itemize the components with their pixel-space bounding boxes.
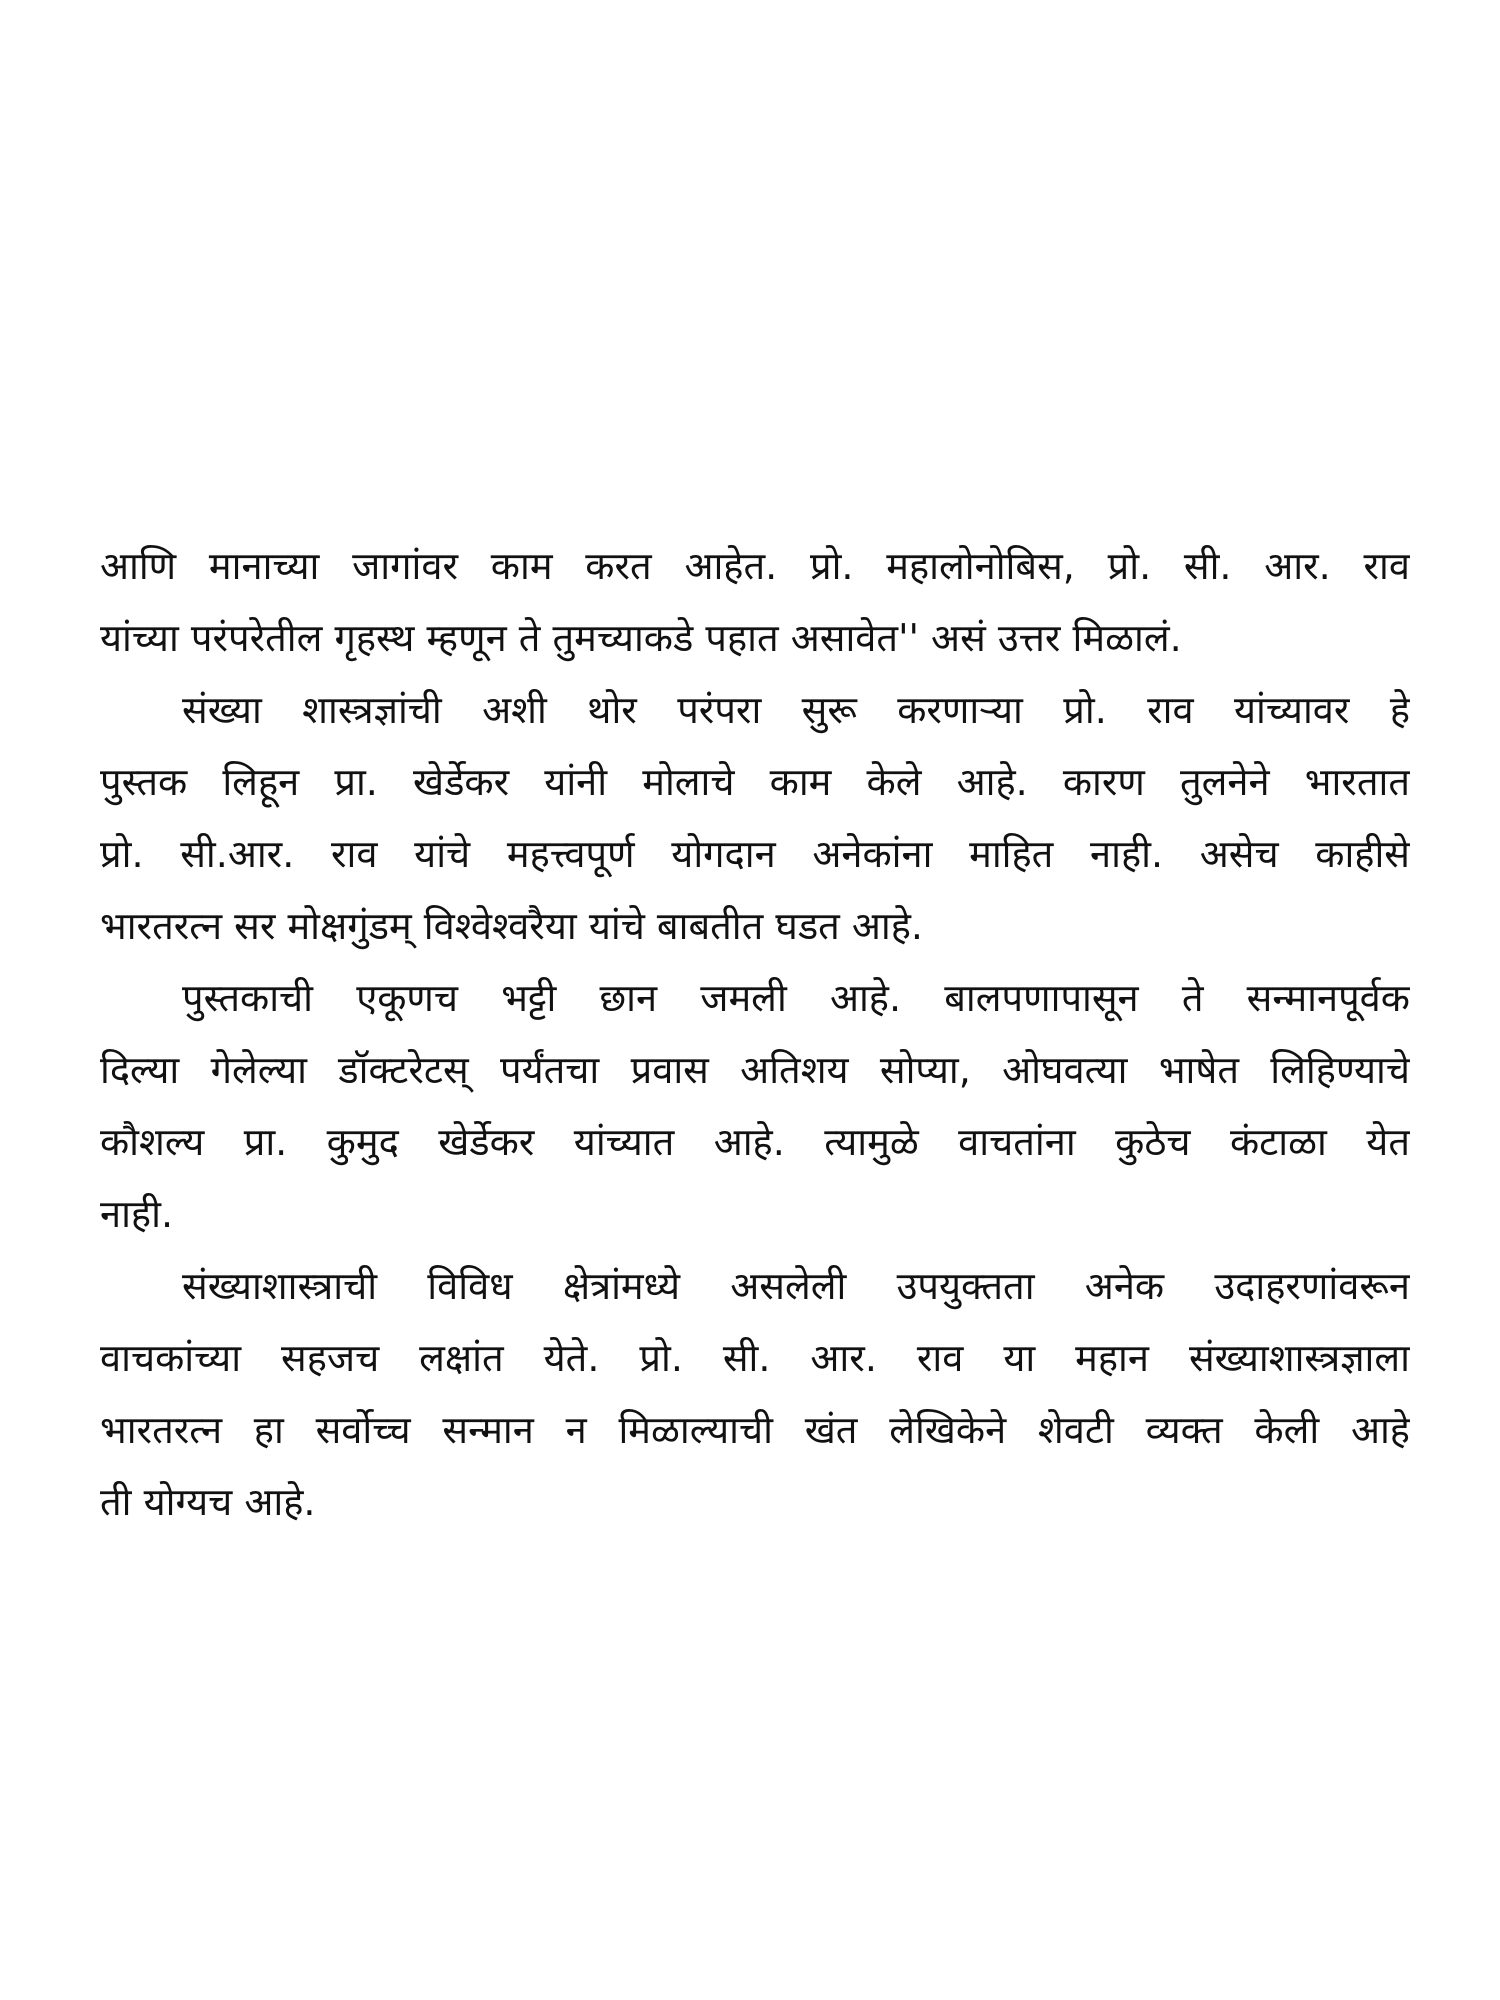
paragraph-line: यांच्या परंपरेतील गृहस्थ म्हणून ते तुमच्याकडे पहात असावेत'' असं उत्तर मिळालं.: [100, 616, 1182, 660]
paragraph-line: भारतरत्न सर मोक्षगुंडम् विश्वेश्वरैया यांचे बाबतीत घडत आहे.: [100, 904, 924, 948]
paragraph-1: [100, 530, 1410, 674]
paragraph-line: दिल्या गेलेल्या डॉक्टरेटस् पर्यंतचा प्रवास अतिशय सोप्या, ओघवत्या भाषेत लिहिण्याचे: [100, 1048, 1410, 1092]
paragraph-line: वाचकांच्या सहजच लक्षांत येते. प्रो. सी. आर. राव या महान संख्याशास्त्रज्ञाला: [100, 1336, 1410, 1380]
paragraph-2: [100, 674, 1410, 962]
paragraph-line: भारतरत्न हा सर्वोच्च सन्मान न मिळाल्याची खंत लेखिकेने शेवटी व्यक्त केली आहे: [100, 1408, 1410, 1452]
paragraph-line: पुस्तक लिहून प्रा. खेर्डेकर यांनी मोलाचे काम केले आहे. कारण तुलनेने भारतात: [100, 760, 1410, 804]
paragraph-line: संख्या शास्त्रज्ञांची अशी थोर परंपरा सुरू करणाऱ्या प्रो. राव यांच्यावर हे: [182, 688, 1410, 732]
body-text: [100, 530, 1410, 1538]
paragraph-line: आणि मानाच्या जागांवर काम करत आहेत. प्रो. महालोनोबिस, प्रो. सी. आर. राव: [100, 544, 1410, 588]
paragraph-line: संख्याशास्त्राची विविध क्षेत्रांमध्ये असलेली उपयुक्तता अनेक उदाहरणांवरून: [182, 1264, 1410, 1308]
paragraph-line: ती योग्यच आहे.: [100, 1480, 316, 1524]
paragraph-line: कौशल्य प्रा. कुमुद खेर्डेकर यांच्यात आहे. त्यामुळे वाचतांना कुठेच कंटाळा येत: [100, 1120, 1410, 1164]
paragraph-3: [100, 962, 1410, 1250]
paragraph-line: पुस्तकाची एकूणच भट्टी छान जमली आहे. बालपणापासून ते सन्मानपूर्वक: [182, 976, 1410, 1020]
paragraph-4: [100, 1250, 1410, 1538]
paragraph-line: प्रो. सी.आर. राव यांचे महत्त्वपूर्ण योगदान अनेकांना माहित नाही. असेच काहीसे: [100, 832, 1410, 876]
paragraph-line: नाही.: [100, 1192, 174, 1236]
